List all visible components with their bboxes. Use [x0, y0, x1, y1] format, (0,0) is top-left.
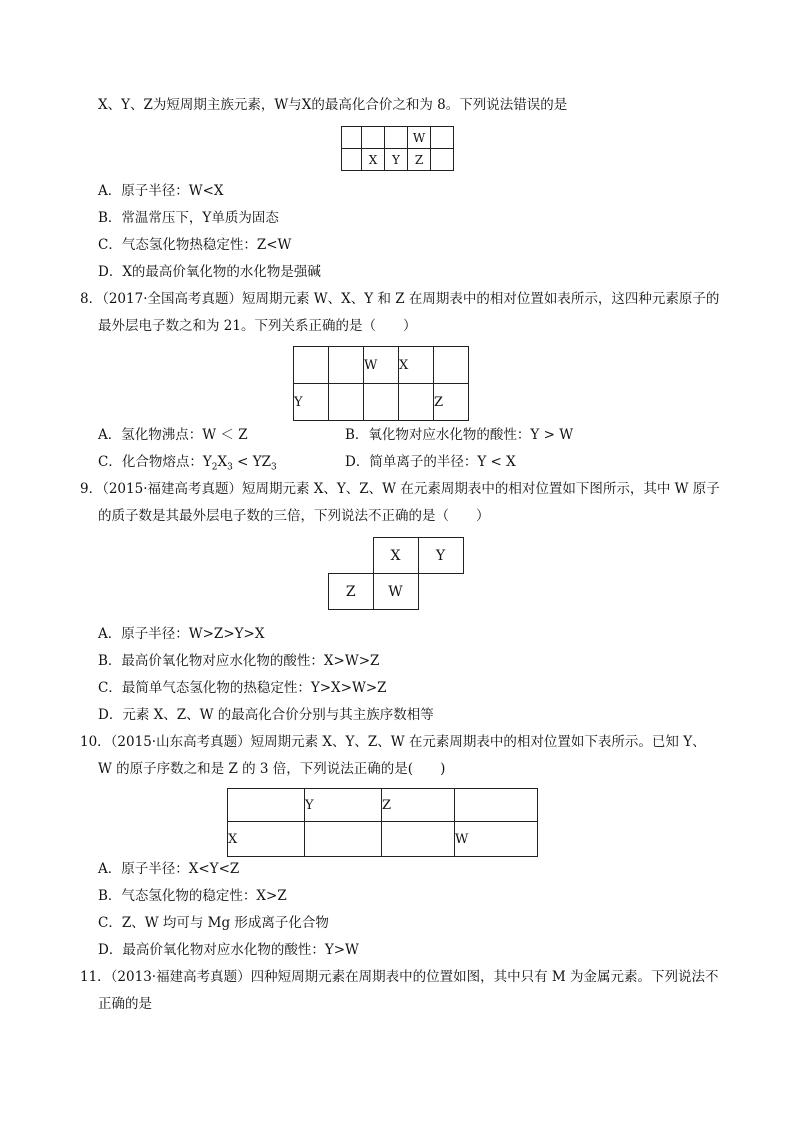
- q8-cell: [294, 347, 329, 384]
- q9-option-a: A．原子半径：W>Z>Y>X: [98, 626, 265, 642]
- q10-option-a: A．原子半径：X<Y<Z: [98, 861, 240, 877]
- q9-cell-x: X: [373, 538, 418, 574]
- q10-option-d: D．最高价氧化物对应水化物的酸性：Y>W: [98, 942, 359, 958]
- q9-option-b: B．最高价氧化物对应水化物的酸性：X>W>Z: [98, 653, 380, 669]
- q9-stem-line1: 9．（2015·福建高考真题）短周期元素 X、Y、Z、W 在元素周期表中的相对位置如下图所示，其中 W 原子: [80, 481, 720, 497]
- q8-option-a: A．氢化物沸点：W ＜ Z: [98, 427, 248, 443]
- q7-periodic-table: [341, 126, 454, 171]
- q8-stem-line1: 8．（2017·全国高考真题）短周期元素 W、X、Y 和 Z 在周期表中的相对位置如表所示，这四种元素原子的: [80, 291, 720, 307]
- q8-cell: [329, 347, 364, 384]
- q7-cell: W: [408, 127, 431, 149]
- q10-cell: [455, 789, 538, 822]
- q7-option-b: B．常温常压下，Y单质为固态: [98, 210, 279, 226]
- q7-cell: Y: [385, 149, 408, 171]
- q7-option-d: D．X的最高价氧化物的水化物是强碱: [98, 264, 321, 280]
- q7-option-a: A．原子半径：W<X: [98, 183, 224, 199]
- q10-stem-line1: 10．（2015·山东高考真题）短周期元素 X、Y、Z、W 在元素周期表中的相对位置如下表所示。已知 Y、: [80, 734, 706, 750]
- q7-cell: [362, 127, 385, 149]
- q9-empty-cell: [418, 574, 463, 610]
- q8-cell: [434, 347, 469, 384]
- q7-cell: [342, 127, 362, 149]
- q8-cell: X: [399, 347, 434, 384]
- q8-cell: W: [364, 347, 399, 384]
- q7-cell: [342, 149, 362, 171]
- q9-option-c: C．最简单气态氢化物的热稳定性：Y>X>W>Z: [98, 680, 387, 696]
- q10-cell: Y: [305, 789, 382, 822]
- q10-cell: X: [228, 822, 305, 857]
- q9-option-d: D．元素 X、Z、W 的最高化合价分别与其主族序数相等: [98, 707, 434, 723]
- q8-cell: [364, 384, 399, 421]
- q10-option-b: B．气态氢化物的稳定性：X>Z: [98, 888, 287, 904]
- q8-option-b: B．氧化物对应水化物的酸性：Y > W: [345, 427, 574, 443]
- q8-cell: [329, 384, 364, 421]
- q11-stem-line2: 正确的是: [98, 996, 152, 1012]
- q9-periodic-diagram: [328, 537, 464, 610]
- q10-cell: Z: [382, 789, 455, 822]
- q10-stem-line2: W 的原子序数之和是 Z 的 3 倍，下列说法正确的是( ): [98, 761, 446, 777]
- q8-stem-line2: 最外层电子数之和为 21。下列关系正确的是（ ）: [98, 318, 417, 334]
- q8-option-c: C．化合物熔点：$Y_2X_3 < YZ_3$: [98, 454, 277, 473]
- q9-stem-line2: 的质子数是其最外层电子数的三倍，下列说法不正确的是（ ）: [98, 508, 490, 524]
- q9-cell-w: W: [373, 574, 418, 610]
- q9-cell-z: Z: [329, 574, 374, 610]
- q7-cell: [431, 149, 454, 171]
- q7-cell: [385, 127, 408, 149]
- q10-cell: [382, 822, 455, 857]
- q7-option-c: C．气态氢化物热稳定性：Z<W: [98, 237, 292, 253]
- q10-cell: [305, 822, 382, 857]
- q7-cell: X: [362, 149, 385, 171]
- q9-cell-y: Y: [418, 538, 463, 574]
- q7-stem: X、Y、Z为短周期主族元素，W与X的最高化合价之和为 8。下列说法错误的是: [98, 97, 568, 113]
- q8-periodic-table: [293, 346, 469, 421]
- q10-cell: W: [455, 822, 538, 857]
- q9-empty-cell: [329, 538, 374, 574]
- q10-periodic-table: [227, 788, 538, 857]
- q7-cell: Z: [408, 149, 431, 171]
- q8-cell: Z: [434, 384, 469, 421]
- q8-option-d: D．简单离子的半径：Y < X: [345, 454, 516, 470]
- q8-cell: [399, 384, 434, 421]
- q11-stem-line1: 11．（2013·福建高考真题）四种短周期元素在周期表中的位置如图，其中只有 M 为金属元素。下列说法不: [80, 969, 719, 985]
- q8-cell: Y: [294, 384, 329, 421]
- q10-option-c: C．Z、W 均可与 Mg 形成离子化合物: [98, 915, 329, 931]
- q7-cell: [431, 127, 454, 149]
- q10-cell: [228, 789, 305, 822]
